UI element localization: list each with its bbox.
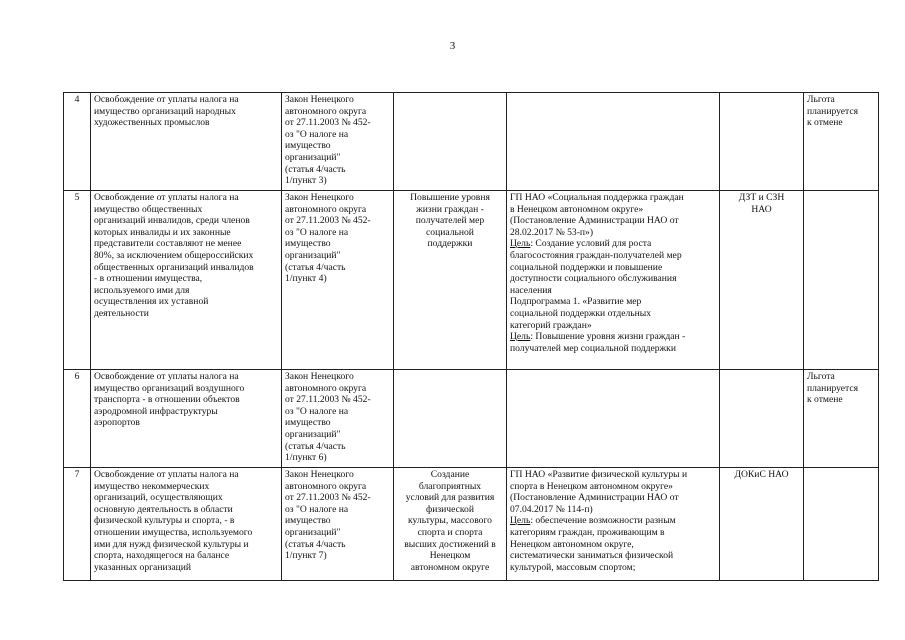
text-line bbox=[510, 320, 716, 332]
line-text: благосостояния граждан-получателей мер bbox=[510, 249, 682, 261]
goal-cell bbox=[394, 370, 507, 468]
text-line: НАО bbox=[751, 203, 772, 215]
line-text: (Постановление Администрации НАО от bbox=[510, 492, 679, 504]
text-line: аэропортов bbox=[94, 417, 140, 429]
curator-cell bbox=[720, 468, 804, 581]
text-line: автономном округе bbox=[410, 561, 490, 573]
text-line: оз "О налоге на bbox=[285, 226, 349, 238]
text-line: от 27.11.2003 № 452- bbox=[285, 492, 371, 504]
text-line: от 27.11.2003 № 452- bbox=[285, 215, 371, 227]
line-text: доступности социального обслуживания bbox=[510, 273, 677, 285]
line-text: : обеспечение возможности разным bbox=[530, 515, 676, 527]
text-line: благоприятных bbox=[418, 480, 482, 492]
text-line: к отмене bbox=[807, 394, 843, 406]
curator-cell bbox=[720, 370, 804, 468]
text-line: ДОКиС НАО bbox=[734, 469, 789, 480]
text-line: физической культуры и спорта, - в bbox=[94, 515, 235, 527]
line-text: социальной поддержки и повышение bbox=[510, 261, 663, 273]
row-number-cell: 7 bbox=[64, 468, 91, 581]
table-row bbox=[64, 93, 879, 191]
text-line: автономного округа bbox=[285, 105, 367, 117]
text-line: получателей мер bbox=[415, 215, 485, 227]
benefit-name-cell bbox=[91, 370, 282, 468]
text-line: (статья 4/часть bbox=[285, 163, 346, 175]
text-line: (статья 4/часть bbox=[285, 440, 346, 452]
text-line bbox=[510, 204, 716, 216]
line-text: : Создание условий для роста bbox=[530, 238, 652, 250]
text-line: условий для развития bbox=[405, 492, 495, 504]
text-line: Льгота bbox=[807, 371, 835, 382]
text-line: физической bbox=[426, 503, 474, 515]
text-line: 1/пункт 3) bbox=[285, 175, 327, 187]
table-row bbox=[64, 191, 879, 370]
state-program-cell bbox=[507, 468, 720, 581]
text-line: указанных организаций bbox=[94, 561, 192, 573]
text-line: имущество bbox=[285, 238, 331, 250]
text-line bbox=[510, 504, 716, 516]
text-line bbox=[510, 308, 716, 320]
text-line: автономного округа bbox=[285, 203, 367, 215]
text-line bbox=[510, 285, 716, 297]
text-line bbox=[510, 343, 716, 355]
text-line: осуществления их уставной bbox=[94, 296, 209, 308]
text-line: - в отношении имущества, bbox=[94, 273, 203, 285]
line-text: 07.04.2017 № 114-п) bbox=[510, 503, 593, 515]
goal-cell bbox=[394, 93, 507, 191]
benefit-name-cell bbox=[91, 191, 282, 370]
line-text: : Повышение уровня жизни граждан - bbox=[530, 331, 686, 343]
text-line: Освобождение от уплаты налога на bbox=[94, 94, 239, 105]
text-line: Повышение уровня bbox=[410, 192, 490, 203]
underlined-label: Цель bbox=[510, 238, 531, 250]
underlined-label: Цель bbox=[510, 331, 531, 343]
row-number-cell: 5 bbox=[64, 191, 91, 370]
line-text: в Ненецком автономном округе» bbox=[510, 203, 644, 215]
text-line: оз "О налоге на bbox=[285, 128, 349, 140]
text-line: ДЗТ и СЗН bbox=[738, 192, 785, 203]
line-text: Ненецком автономном округе, bbox=[510, 538, 634, 550]
benefit-name-cell bbox=[91, 468, 282, 581]
text-line: автономного округа bbox=[285, 480, 367, 492]
text-line: организаций, осуществляющих bbox=[94, 492, 223, 504]
text-line bbox=[510, 262, 716, 274]
text-line: организаций" bbox=[285, 526, 341, 538]
note-cell bbox=[804, 370, 879, 468]
note-cell bbox=[804, 468, 879, 581]
text-line: Льгота bbox=[807, 94, 835, 105]
state-program-cell bbox=[507, 93, 720, 191]
line-text: Подпрограмма 1. «Развитие мер bbox=[510, 296, 642, 308]
line-text: ГП НАО «Развитие физической культуры и bbox=[510, 469, 688, 480]
text-line: имущество общественных bbox=[94, 203, 203, 215]
text-line: (статья 4/часть bbox=[285, 538, 346, 550]
text-line: поддержки bbox=[427, 238, 473, 250]
text-line: деятельности bbox=[94, 307, 149, 319]
text-line bbox=[510, 331, 716, 343]
goal-cell bbox=[394, 468, 507, 581]
text-line bbox=[510, 550, 716, 562]
text-line: отношении имущества, используемого bbox=[94, 526, 253, 538]
text-line bbox=[510, 515, 716, 527]
text-line: оз "О налоге на bbox=[285, 405, 349, 417]
text-line: представители составляют не менее bbox=[94, 238, 242, 250]
text-line: автономного округа bbox=[285, 382, 367, 394]
state-program-cell bbox=[507, 370, 720, 468]
text-line: которых инвалиды и их законные bbox=[94, 226, 231, 238]
table-row bbox=[64, 468, 879, 581]
goal-cell bbox=[394, 191, 507, 370]
text-line bbox=[510, 562, 716, 574]
text-line: художественных промыслов bbox=[94, 117, 210, 129]
text-line: Закон Ненецкого bbox=[285, 371, 354, 382]
row-number-cell: 6 bbox=[64, 370, 91, 468]
text-line: планируется bbox=[807, 382, 859, 394]
text-line bbox=[510, 273, 716, 285]
text-line bbox=[510, 296, 716, 308]
text-line: Закон Ненецкого bbox=[285, 192, 354, 203]
line-text: (Постановление Администрации НАО от bbox=[510, 215, 679, 227]
text-line: имущество bbox=[285, 417, 331, 429]
row-number-cell: 4 bbox=[64, 93, 91, 191]
text-line: от 27.11.2003 № 452- bbox=[285, 394, 371, 406]
text-line: транспорта - в отношении объектов bbox=[94, 394, 240, 406]
text-line: (статья 4/часть bbox=[285, 261, 346, 273]
line-text: 28.02.2017 № 53-п») bbox=[510, 226, 594, 238]
text-line bbox=[510, 469, 716, 481]
line-text: систематически заниматься физической bbox=[510, 550, 674, 562]
text-line: имущество организаций воздушного bbox=[94, 382, 245, 394]
note-cell bbox=[804, 93, 879, 191]
text-line: жизни граждан - bbox=[416, 203, 484, 215]
text-line: организаций инвалидов, среди членов bbox=[94, 215, 250, 227]
curator-cell bbox=[720, 191, 804, 370]
text-line: организаций" bbox=[285, 428, 341, 440]
text-line bbox=[510, 527, 716, 539]
text-line: Ненецком bbox=[429, 550, 471, 562]
text-line: спорта и спорта bbox=[417, 526, 483, 538]
legal-basis-cell bbox=[282, 191, 394, 370]
text-line: оз "О налоге на bbox=[285, 503, 349, 515]
text-line: ими для нужд физической культуры и bbox=[94, 538, 249, 550]
text-line: культуры, массового bbox=[408, 515, 492, 527]
text-line: имущество bbox=[285, 515, 331, 527]
text-line: к отмене bbox=[807, 117, 843, 129]
text-line: организаций" bbox=[285, 249, 341, 261]
text-line: аэродромной инфраструктуры bbox=[94, 405, 218, 417]
text-line bbox=[510, 227, 716, 239]
text-line: планируется bbox=[807, 105, 859, 117]
table-row bbox=[64, 370, 879, 468]
underlined-label: Цель bbox=[510, 515, 531, 527]
text-line: от 27.11.2003 № 452- bbox=[285, 117, 371, 129]
text-line: Освобождение от уплаты налога на bbox=[94, 469, 239, 480]
text-line: организаций" bbox=[285, 151, 341, 163]
line-text: культурой, массовым спортом; bbox=[510, 561, 636, 573]
text-line: 80%, за исключением общероссийских bbox=[94, 249, 254, 261]
legal-basis-cell bbox=[282, 370, 394, 468]
page-number: 3 bbox=[449, 40, 456, 52]
text-line: используемого ими для bbox=[94, 284, 190, 296]
text-line: имущество некоммерческих bbox=[94, 480, 210, 492]
text-line: Закон Ненецкого bbox=[285, 94, 354, 105]
text-line bbox=[510, 492, 716, 504]
text-line: общественных организаций инвалидов bbox=[94, 261, 254, 273]
legal-basis-cell bbox=[282, 93, 394, 191]
text-line: спорта, находящегося на балансе bbox=[94, 550, 230, 562]
text-line bbox=[510, 250, 716, 262]
text-line: Освобождение от уплаты налога на bbox=[94, 192, 239, 203]
text-line bbox=[510, 539, 716, 551]
line-text: ГП НАО «Социальная поддержка граждан bbox=[510, 192, 684, 203]
line-text: категориям граждан, проживающим в bbox=[510, 526, 665, 538]
text-line bbox=[510, 238, 716, 250]
text-line: высших достижений в bbox=[404, 538, 496, 550]
text-line: 1/пункт 4) bbox=[285, 273, 327, 285]
text-line: Закон Ненецкого bbox=[285, 469, 354, 480]
tax-benefits-table bbox=[63, 92, 879, 581]
line-text: получателей мер социальной поддержки bbox=[510, 342, 676, 354]
state-program-cell bbox=[507, 191, 720, 370]
text-line bbox=[510, 192, 716, 204]
line-text: категорий граждан» bbox=[510, 319, 592, 331]
text-line bbox=[510, 481, 716, 493]
text-line: имущество bbox=[285, 140, 331, 152]
line-text: спорта в Ненецком автономном округе» bbox=[510, 480, 673, 492]
text-line: основную деятельность в области bbox=[94, 503, 233, 515]
text-line: имущество организаций народных bbox=[94, 105, 236, 117]
curator-cell bbox=[720, 93, 804, 191]
benefit-name-cell bbox=[91, 93, 282, 191]
text-line: Освобождение от уплаты налога на bbox=[94, 371, 239, 382]
text-line bbox=[510, 215, 716, 227]
legal-basis-cell bbox=[282, 468, 394, 581]
note-cell bbox=[804, 191, 879, 370]
line-text: населения bbox=[510, 284, 552, 296]
text-line: 1/пункт 7) bbox=[285, 550, 327, 562]
line-text: социальной поддержки отдельных bbox=[510, 307, 652, 319]
text-line: Создание bbox=[430, 469, 470, 480]
text-line: 1/пункт 6) bbox=[285, 452, 327, 464]
text-line: социальной bbox=[426, 226, 474, 238]
